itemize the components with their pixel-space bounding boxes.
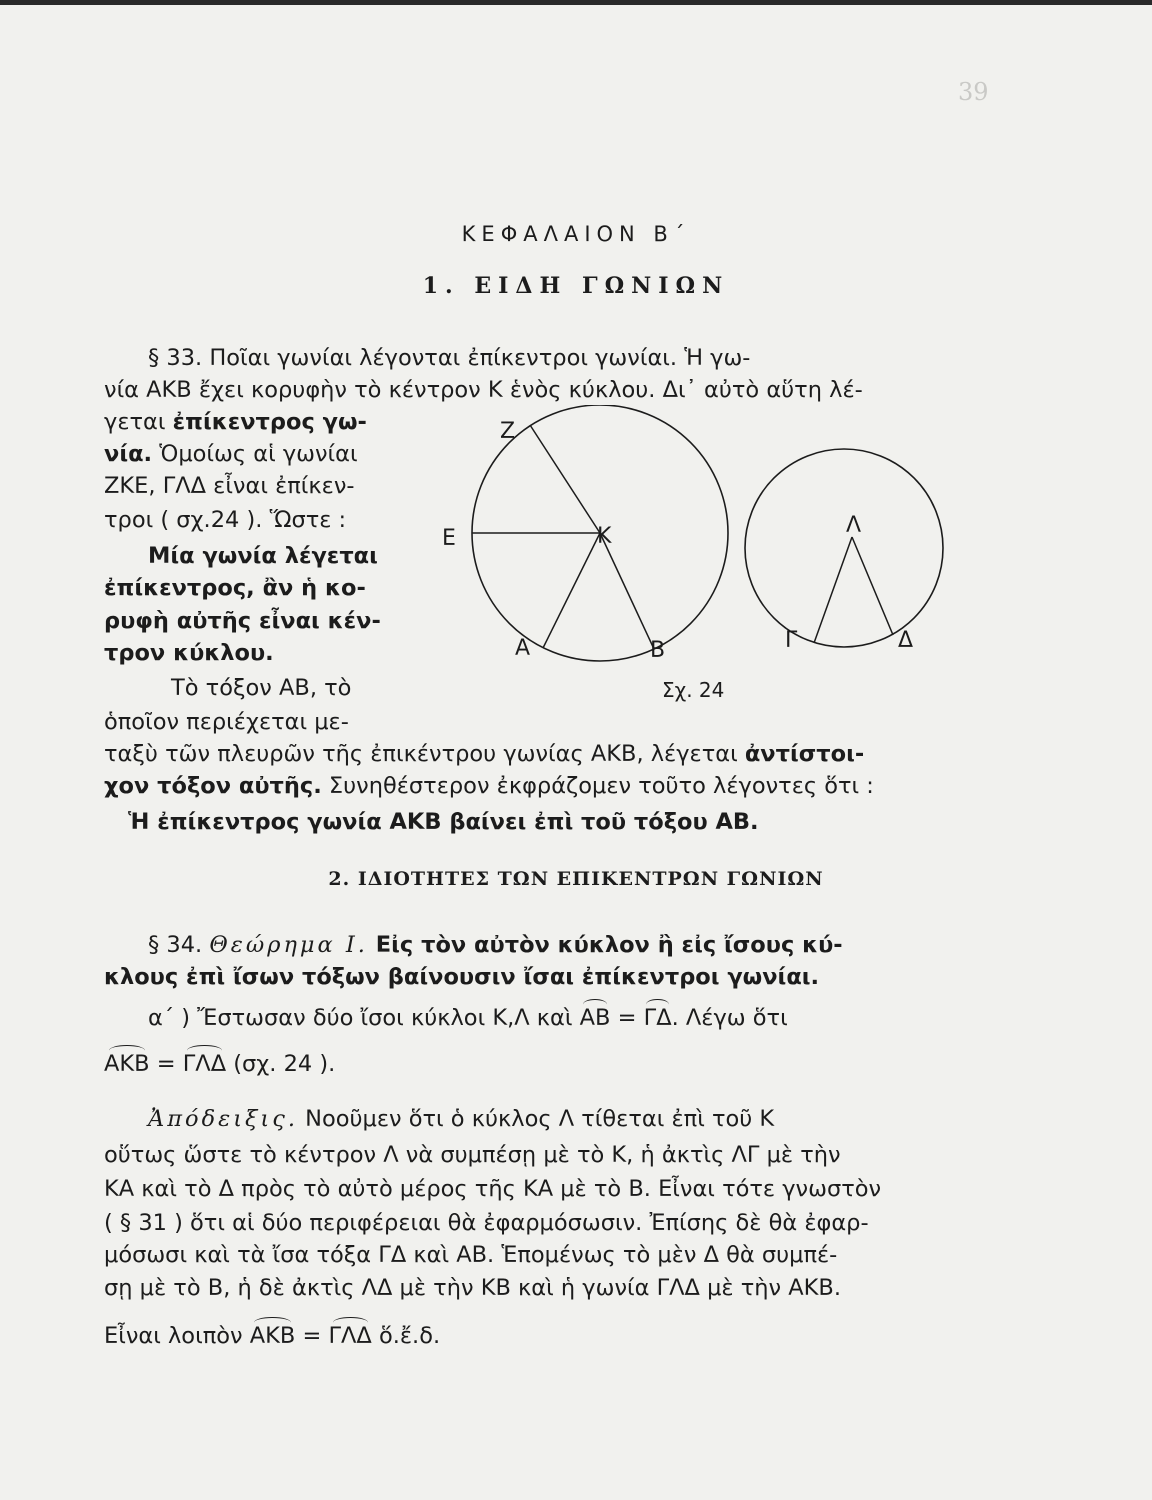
text: Εἶναι λοιπὸν — [104, 1323, 250, 1349]
label-a: Α — [515, 636, 531, 661]
radius-kb — [600, 533, 654, 649]
theorem-statement-1: Εἰς τὸν αὐτὸν κύκλον ἢ εἰς ἴσους κύ- — [367, 932, 843, 958]
arc-para-line-2: ὁποῖον περιέχεται με- — [104, 709, 349, 735]
equals: = — [610, 1005, 644, 1031]
para-33-line-6: τροι ( σχ.24 ). Ὥστε : — [104, 507, 347, 533]
section-1-title: 1. ΕΙΔΗ ΓΩΝΙΩΝ — [422, 273, 730, 299]
conclusion-line — [104, 1321, 440, 1351]
para-33-line-5: ΖΚΕ, ΓΛΔ εἶναι ἐπίκεν- — [104, 473, 355, 499]
term-epikentros: ἐπίκεντρος γω- — [172, 409, 367, 435]
para-33-line-4 — [104, 439, 358, 469]
label-z: Ζ — [500, 419, 516, 444]
equals: = — [149, 1051, 183, 1077]
qed: ὅ.ἔ.δ. — [371, 1323, 441, 1349]
proof-line-4: ( § 31 ) ὅτι αἱ δύο περιφέρειαι θὰ ἐφαρμόσωσιν. Ἐπίσης δὲ θὰ ἐφαρ- — [104, 1210, 869, 1236]
para-33-line-3 — [104, 407, 367, 437]
radius-ka — [543, 533, 600, 648]
term-antistoichon: ἀντίστοι- — [744, 741, 865, 767]
text: ταξὺ τῶν πλευρῶν τῆς ἐπικέντρου γωνίας ΑΚΒ, λέγεται — [104, 741, 745, 767]
equals: = — [295, 1323, 329, 1349]
angle-gld-final: ΓΛΔ — [328, 1323, 372, 1349]
rule-statement: Ἡ ἐπίκεντρος γωνία ΑΚΒ βαίνει ἐπὶ τοῦ τόξου ΑΒ. — [128, 809, 759, 835]
arc-para-line-1: Τὸ τόξον ΑΒ, τὸ — [171, 675, 352, 701]
text: γεται — [104, 409, 173, 435]
text: . Λέγω ὅτι — [671, 1005, 788, 1031]
radius-kz — [530, 425, 600, 533]
label-l: Λ — [846, 513, 862, 538]
term-toxon-autis: χον τόξον αὐτῆς. — [104, 773, 322, 799]
figure-caption: Σχ. 24 — [662, 678, 725, 702]
para-33-line-1: § 33. Ποῖαι γωνίαι λέγονται ἐπίκεντροι γωνίαι. Ἡ γω- — [148, 345, 751, 371]
case-a-line-1 — [148, 1003, 788, 1033]
label-k: Κ — [597, 524, 612, 549]
label-e: Ε — [442, 526, 456, 551]
text: Ὁμοίως αἱ γωνίαι — [152, 441, 358, 467]
case-a-line-2 — [104, 1049, 335, 1079]
para-33-line-2: νία ΑΚΒ ἔχει κορυφὴν τὸ κέντρον Κ ἑνὸς κύκλου. Δι᾿ αὐτὸ αὕτη λέ- — [104, 377, 863, 403]
radius-ld — [852, 537, 893, 635]
section-number: § 34. — [148, 932, 210, 958]
text: α΄ ) Ἔστωσαν δύο ἴσοι κύκλοι Κ,Λ καὶ — [148, 1005, 580, 1031]
angle-akb-final: ΑΚΒ — [249, 1323, 296, 1349]
definition-line-1: Μία γωνία λέγεται — [148, 543, 378, 569]
theorem-label: Θεώρημα Ι. — [209, 932, 368, 958]
label-d: Δ — [898, 628, 914, 653]
figure-24-diagram — [430, 405, 990, 685]
proof-label: Ἀπόδειξις. — [148, 1106, 298, 1132]
proof-line-6: σῃ μὲ τὸ Β, ἡ δὲ ἀκτὶς ΛΔ μὲ τὴν ΚΒ καὶ ἡ γωνία ΓΛΔ μὲ τὴν ΑΚΒ. — [104, 1275, 841, 1301]
theorem-statement-2: κλους ἐπὶ ἴσων τόξων βαίνουσιν ἴσαι ἐπίκεντροι γωνίαι. — [104, 964, 820, 990]
circle-l — [745, 449, 943, 647]
para-34-line-1 — [148, 930, 843, 960]
arc-ab: ΑΒ — [579, 1005, 611, 1031]
arc-para-line-4 — [104, 771, 874, 801]
angle-gld: ΓΛΔ — [182, 1051, 227, 1077]
text: Νοοῦμεν ὅτι ὁ κύκλος Λ τίθεται ἐπὶ τοῦ Κ — [298, 1106, 775, 1132]
arc-gd: ΓΔ — [643, 1005, 672, 1031]
proof-line-1 — [148, 1104, 774, 1134]
definition-line-4: τρον κύκλου. — [104, 640, 274, 666]
term-gonia: νία. — [104, 441, 153, 467]
radius-lg — [814, 537, 852, 643]
top-border-line — [0, 0, 1152, 5]
arc-para-line-3 — [104, 739, 864, 769]
text: (σχ. 24 ). — [226, 1051, 336, 1077]
label-b: Β — [650, 638, 666, 663]
proof-line-3: ΚΑ καὶ τὸ Δ πρὸς τὸ αὐτὸ μέρος τῆς ΚΑ μὲ τὸ Β. Εἶναι τότε γνωστὸν — [104, 1176, 882, 1202]
definition-line-3: ρυφὴ αὐτῆς εἶναι κέν- — [104, 608, 381, 634]
proof-line-2: οὕτως ὥστε τὸ κέντρον Λ νὰ συμπέσῃ μὲ τὸ Κ, ἡ ἀκτὶς ΛΓ μὲ τὴν — [104, 1142, 841, 1168]
definition-line-2: ἐπίκεντρος, ἂν ἡ κο- — [104, 575, 366, 601]
angle-akb: ΑΚΒ — [104, 1051, 150, 1077]
faint-page-number: 39 — [958, 78, 989, 106]
section-2-title: 2. ΙΔΙΟΤΗΤΕΣ ΤΩΝ ΕΠΙΚΕΝΤΡΩΝ ΓΩΝΙΩΝ — [328, 868, 824, 890]
label-g: Γ — [785, 628, 798, 653]
chapter-heading: ΚΕΦΑΛΑΙΟΝ Β΄ — [461, 222, 691, 246]
proof-line-5: μόσωσι καὶ τὰ ἴσα τόξα ΓΔ καὶ ΑΒ. Ἑπομένως τὸ μὲν Δ θὰ συμπέ- — [104, 1242, 838, 1268]
text: Συνηθέστερον ἐκφράζομεν τοῦτο λέγοντες ὅτι : — [321, 773, 874, 799]
